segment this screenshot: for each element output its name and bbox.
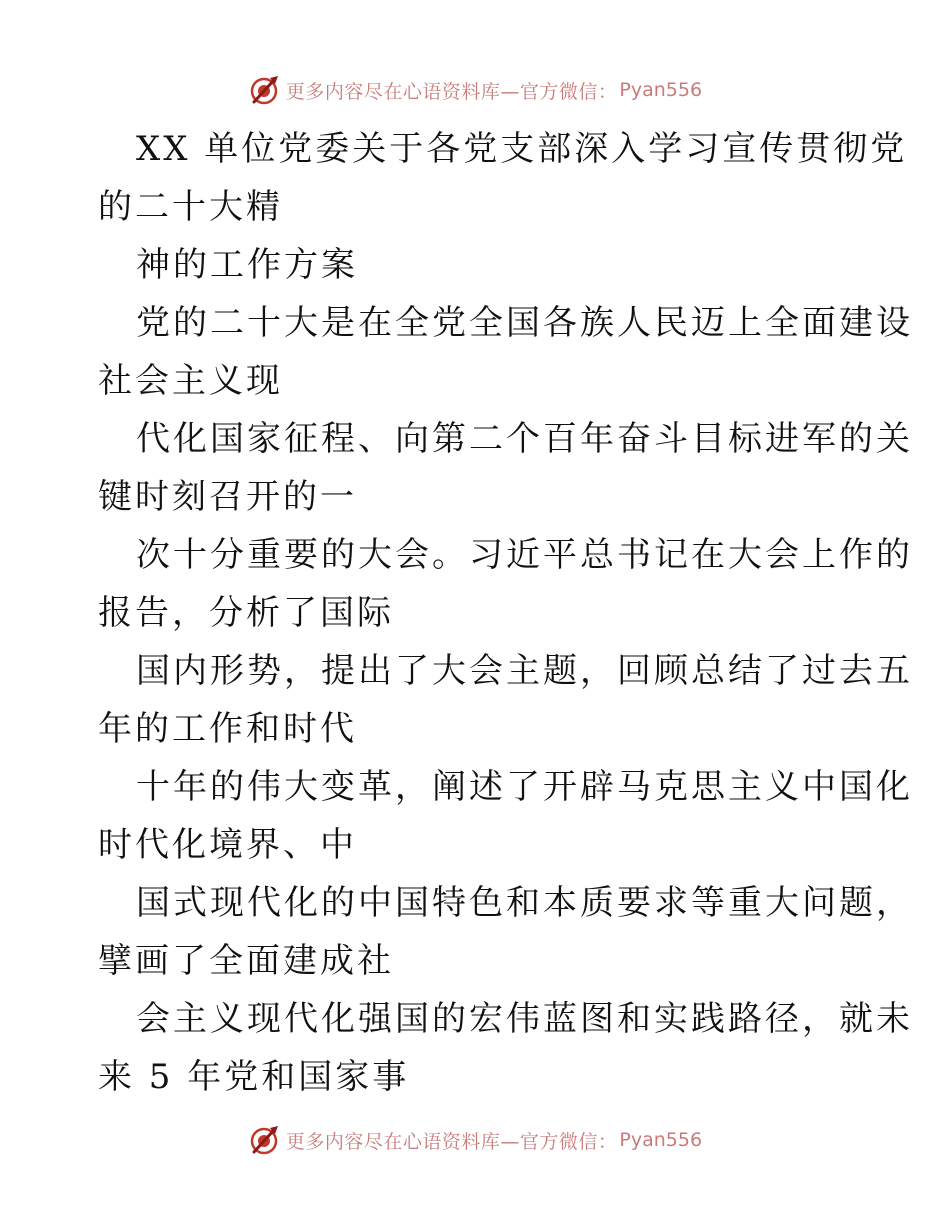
header-banner [0,70,950,110]
document-body [98,120,913,1106]
text-line: 次十分重要的大会。习近平总书记在大会上作的 [136,535,913,575]
text-line: 的二十大精 [98,187,283,227]
wechat-handle: Pyan556 [619,79,703,101]
text-line: 社会主义现 [98,361,283,401]
wechat-handle: Pyan556 [619,1129,703,1151]
text-line: 神的工作方案 [136,245,358,285]
text-line: 来 5 年党和国家事 [98,1057,410,1097]
text-line: 报告，分析了国际 [98,593,394,633]
text-line: 擘画了全面建成社 [98,941,394,981]
text-line: 国式现代化的中国特色和本质要求等重大问题， [136,883,913,923]
text-line: 会主义现代化强国的宏伟蓝图和实践路径，就未 [136,999,913,1039]
banner-text: 更多内容尽在心语资料库—官方微信： [285,1130,618,1153]
quill-seal-icon [248,1124,280,1156]
text-line: 时代化境界、中 [98,825,357,865]
text-line: 键时刻召开的一 [98,477,357,517]
text-line: 党的二十大是在全党全国各族人民迈上全面建设 [136,303,913,343]
text-line: 年的工作和时代 [98,709,357,749]
text-line: XX 单位党委关于各党支部深入学习宣传贯彻党 [136,129,908,169]
text-line: 国内形势，提出了大会主题，回顾总结了过去五 [136,651,913,691]
text-line: 十年的伟大变革，阐述了开辟马克思主义中国化 [136,767,913,807]
footer-banner [0,1120,950,1160]
banner-text: 更多内容尽在心语资料库—官方微信： [285,80,618,103]
quill-seal-icon [248,74,280,106]
text-line: 代化国家征程、向第二个百年奋斗目标进军的关 [136,419,913,459]
